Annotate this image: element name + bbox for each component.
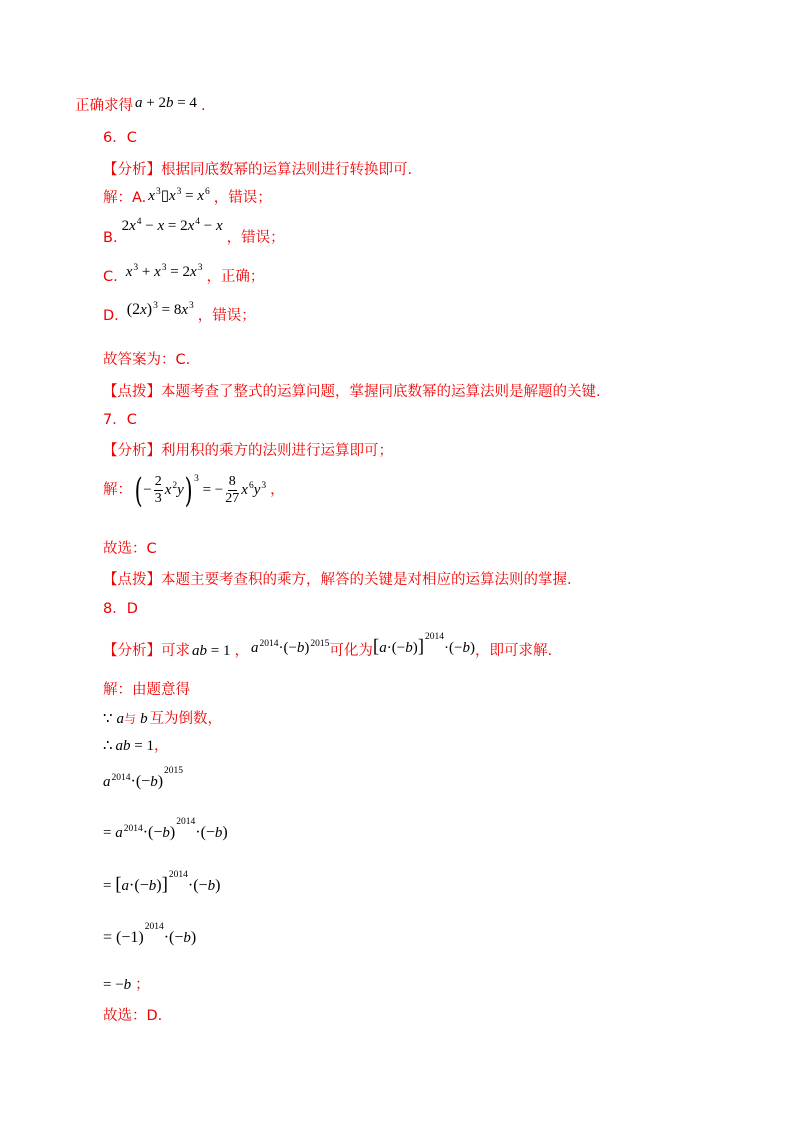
derivation-step-5 — [103, 974, 150, 996]
math-op: 2 — [121, 218, 130, 234]
derivation-step-1 — [103, 766, 184, 793]
math-paren: ( — [134, 470, 143, 511]
math-var: a — [103, 774, 111, 790]
line-text: ，正确； — [206, 269, 265, 285]
math-var: x — [190, 264, 197, 280]
math-exponent: 3 — [261, 481, 267, 491]
math-exponent: 2014 — [259, 639, 279, 649]
tip-7: 【点拨】本题主要考查积的乘方，解答的关键是对相应的运算法则的掌握. — [103, 572, 572, 588]
math-var: x — [129, 218, 136, 234]
derivation-step-3 — [103, 870, 221, 896]
math-var: ab — [192, 643, 207, 659]
math-op: − — [200, 218, 216, 234]
math-var: a — [121, 878, 130, 894]
math-op: ) — [469, 640, 475, 656]
math-bracket: ] — [161, 874, 168, 895]
line-text: C. — [103, 269, 118, 285]
math-op: = (−1) — [103, 929, 144, 946]
line-text: ， — [234, 643, 249, 659]
math-bracket: ] — [417, 636, 425, 657]
answer-heading-6: 6．C — [103, 130, 137, 146]
math-exponent: 2015 — [310, 639, 330, 649]
math-var: x — [148, 188, 155, 204]
math-expression — [122, 218, 223, 234]
math-var: b — [165, 95, 174, 111]
math-exponent: 6 — [205, 187, 210, 197]
math-var: b — [462, 640, 470, 656]
math-exponent: 3 — [133, 263, 139, 273]
math-op: ) — [190, 929, 197, 946]
math-exponent: 2014 — [123, 824, 143, 834]
fraction-numerator: 2 — [154, 474, 162, 490]
math-var: x — [168, 188, 176, 204]
math-op: ·(− — [187, 877, 208, 894]
math-var: a — [115, 825, 123, 841]
math-var: x — [164, 482, 172, 498]
fraction-numerator: 8 — [228, 474, 236, 490]
option-b-line — [103, 217, 285, 249]
math-expression — [103, 738, 154, 754]
math-expression — [103, 817, 228, 841]
math-paren: ) — [184, 470, 193, 511]
math-op: = 8 — [157, 302, 182, 318]
line-text: 解： — [103, 482, 132, 498]
math-op: ) — [304, 640, 310, 656]
line-text: ， — [270, 482, 285, 498]
math-var: b — [140, 711, 148, 727]
therefore-line — [103, 735, 169, 757]
because-line — [103, 708, 222, 730]
answer-conclusion-8: 故选：D. — [103, 1008, 163, 1024]
math-exponent: 2014 — [111, 773, 131, 783]
math-op: − — [141, 218, 158, 234]
math-var: x — [241, 482, 248, 498]
math-exponent: 2014 — [168, 870, 188, 880]
fraction-denominator: 3 — [154, 491, 162, 507]
math-op: = 1 — [207, 643, 231, 659]
math-var: b — [123, 977, 132, 993]
math-op: = 2 — [164, 218, 188, 234]
math-var: x — [197, 188, 205, 204]
line-text: ，即可求解. — [474, 643, 553, 659]
math-fraction — [154, 474, 163, 507]
math-op: ) — [222, 824, 228, 841]
math-exponent: 2014 — [425, 632, 445, 642]
line-text: 互为倒数， — [149, 711, 223, 727]
math-exponent: 6 — [248, 481, 254, 491]
tip-6: 【点拨】本题考查了整式的运算问题，掌握同底数幂的运算法则是解题的关键. — [103, 384, 601, 400]
math-var: a — [116, 711, 125, 727]
line-text: ； — [135, 977, 150, 993]
answer-conclusion-7: 故选：C — [103, 541, 157, 557]
math-op: = − — [103, 977, 124, 993]
math-op: = — [103, 825, 116, 841]
math-exponent: 3 — [176, 187, 182, 197]
fraction-denominator: 27 — [225, 491, 240, 507]
line-text: ，错误； — [197, 308, 256, 324]
math-var: ab — [115, 738, 131, 754]
math-exponent: 2014 — [176, 817, 196, 827]
math-exponent: 2015 — [164, 766, 184, 776]
line-text: D. — [103, 308, 119, 324]
analysis-8 — [103, 632, 553, 661]
line-text: ，错误； — [226, 230, 285, 246]
math-var: b — [214, 825, 223, 841]
math-expression — [103, 922, 197, 946]
math-var: b — [296, 640, 305, 656]
math-expression — [148, 188, 210, 204]
math-exponent: 3 — [153, 301, 158, 311]
math-op: − — [143, 482, 152, 498]
line-text: 【分析】可求 — [103, 643, 190, 659]
math-op: = 2 — [166, 264, 191, 280]
math-var: x — [187, 218, 195, 234]
line-text: 正确求得 — [75, 98, 133, 114]
math-expression — [103, 977, 131, 993]
line-text: B. — [103, 230, 118, 246]
solution-8-intro: 解：由题意得 — [103, 682, 190, 698]
math-var: b — [148, 878, 157, 894]
math-expression — [103, 870, 221, 895]
math-expression — [126, 264, 203, 280]
math-op: ) — [157, 773, 164, 790]
math-exponent: 3 — [194, 474, 199, 484]
math-exponent: 3 — [155, 187, 161, 197]
math-op: ) — [215, 877, 221, 894]
math-op: = — [181, 188, 198, 204]
math-var: b — [207, 878, 216, 894]
math-var: a — [250, 640, 259, 656]
math-expression — [135, 95, 197, 111]
math-op: ·(− — [142, 824, 163, 841]
math-op: ·(− — [130, 773, 151, 790]
math-exponent: 4 — [136, 217, 142, 227]
math-op: ▯ — [160, 188, 169, 204]
math-expression — [372, 632, 475, 657]
line-text: ， — [154, 738, 169, 754]
math-op: + — [138, 264, 155, 280]
math-op: ·(− — [278, 640, 297, 656]
derivation-step-2 — [103, 817, 228, 844]
math-expression — [103, 766, 184, 790]
line-text: ，错误； — [213, 190, 272, 206]
math-var: x — [181, 302, 188, 318]
line-text: 与 — [124, 712, 137, 726]
math-var: x — [215, 218, 223, 234]
math-var: a — [135, 95, 143, 111]
solution-line-result — [75, 95, 206, 117]
math-op: ·(− — [129, 877, 149, 894]
math-var: b — [162, 825, 170, 841]
math-var: y — [253, 482, 261, 498]
answer-heading-8: 8．D — [103, 601, 138, 617]
math-exponent: 2 — [172, 481, 178, 491]
line-text: 可化为 — [329, 643, 373, 659]
solution-7-line — [103, 468, 285, 512]
math-var: x — [157, 218, 165, 234]
derivation-step-4 — [103, 922, 197, 949]
math-op: ) — [156, 877, 162, 894]
because-symbol: ∵ — [103, 711, 113, 727]
math-op: ·(− — [163, 929, 184, 946]
math-var: a — [379, 640, 387, 656]
math-exponent: 4 — [195, 217, 201, 227]
math-expression — [127, 302, 194, 318]
math-op: ·(− — [444, 640, 463, 656]
line-text: 解：A. — [103, 190, 147, 206]
math-op: = − — [198, 482, 224, 498]
math-fraction — [225, 474, 239, 507]
answer-conclusion-6: 故答案为：C. — [103, 352, 191, 368]
math-op: ) — [169, 824, 176, 841]
option-a-line — [103, 187, 272, 209]
math-exponent: 3 — [197, 263, 203, 273]
math-op: + 2 — [142, 95, 166, 111]
therefore-symbol: ∴ — [103, 738, 113, 754]
math-op: ) — [146, 301, 153, 318]
math-bracket: [ — [115, 874, 122, 895]
math-var: b — [183, 930, 191, 946]
math-op: ) — [412, 640, 418, 656]
math-op: = 1 — [130, 738, 155, 754]
math-expression — [192, 643, 230, 659]
math-bracket: [ — [372, 636, 380, 657]
math-var: x — [154, 264, 161, 280]
math-exponent: 3 — [189, 301, 194, 311]
analysis-6: 【分析】根据同底数幂的运算法则进行转换即可. — [103, 162, 413, 178]
math-exponent: 2014 — [144, 922, 164, 932]
math-op: ·(− — [195, 824, 215, 841]
math-op: = — [103, 878, 116, 894]
math-var: y — [177, 482, 184, 498]
math-expression — [251, 640, 329, 656]
math-expression — [134, 470, 267, 511]
answer-heading-7: 7．C — [103, 412, 137, 428]
math-op: (2 — [126, 301, 141, 318]
line-text: . — [200, 98, 206, 114]
option-c-line — [103, 263, 265, 288]
option-d-line — [103, 301, 256, 327]
math-exponent: 3 — [161, 263, 167, 273]
math-op: = 4 — [173, 95, 197, 111]
math-var: x — [125, 264, 133, 280]
math-op: ·(− — [386, 640, 406, 656]
math-var: x — [140, 302, 147, 318]
math-var: b — [405, 640, 413, 656]
analysis-7: 【分析】利用积的乘方的法则进行运算即可； — [103, 443, 393, 459]
math-var: b — [150, 774, 158, 790]
